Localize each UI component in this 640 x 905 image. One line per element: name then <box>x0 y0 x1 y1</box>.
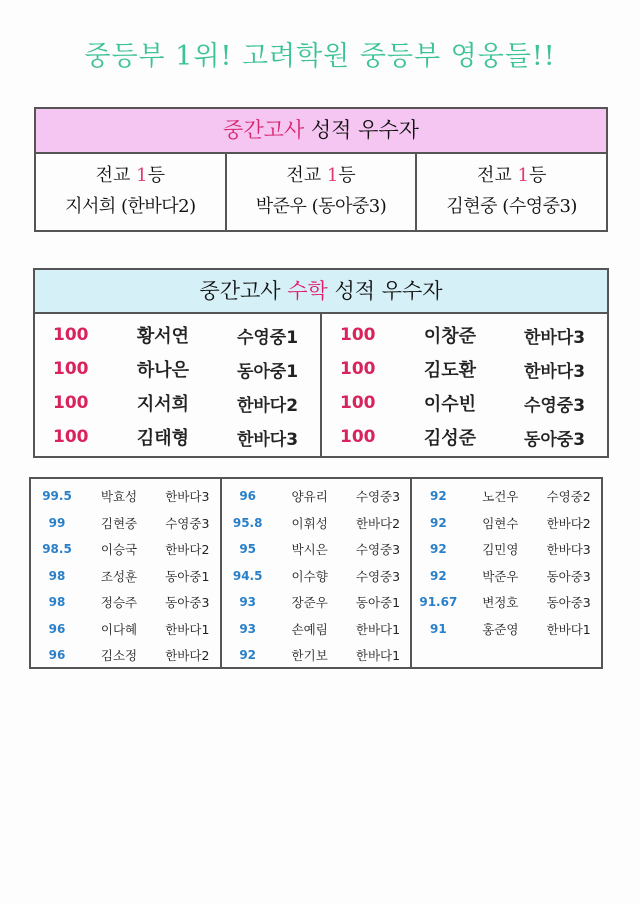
score: 98 <box>48 568 66 583</box>
student-name: 하나은 <box>136 360 190 381</box>
rank-suffix: 등 <box>338 165 356 186</box>
school: 한바다2 <box>165 648 210 664</box>
score: 92 <box>429 489 447 504</box>
student-name: 지서희 <box>136 394 190 415</box>
table-row <box>31 563 220 590</box>
score: 91.67 <box>419 595 458 610</box>
table-row <box>322 420 607 454</box>
student-name: 이승국 <box>100 542 138 558</box>
math-left-column <box>35 314 320 456</box>
mention-column-2 <box>220 479 411 667</box>
rank-suffix: 등 <box>147 165 165 186</box>
school: 한바다1 <box>546 621 591 637</box>
heading-highlight: 수학 <box>287 279 328 303</box>
student-name: 박준우 <box>482 568 519 584</box>
table-row <box>412 616 601 643</box>
heading-pre: 중간고사 <box>199 279 288 303</box>
school: 수영중3 <box>165 515 210 531</box>
student-name: 정승주 <box>100 595 138 611</box>
student-name: 박시은 <box>291 542 328 558</box>
school: 동아중1 <box>165 568 210 584</box>
student-name: 변정호 <box>482 595 519 611</box>
table-row <box>412 589 601 616</box>
score: 98.5 <box>42 542 72 557</box>
score: 96 <box>48 621 66 636</box>
score: 100 <box>340 325 376 345</box>
school: 한바다3 <box>546 542 591 558</box>
table-row <box>222 589 411 616</box>
student-name: 이다혜 <box>100 621 138 637</box>
school: 수영중3 <box>355 489 401 505</box>
midterm-top-students-table <box>34 107 608 232</box>
table-row <box>222 642 411 669</box>
school: 한바다3 <box>523 361 586 382</box>
math-right-column <box>320 314 607 456</box>
student-name: 조성훈 <box>100 568 138 584</box>
school: 동아중1 <box>355 595 401 611</box>
student-name: 박효성 <box>100 489 138 505</box>
student-name: 김태형 <box>136 428 190 449</box>
heading-highlight: 중간고사 <box>223 118 305 142</box>
student-name: 김도환 <box>423 360 477 381</box>
score: 100 <box>340 427 376 447</box>
school: 수영중2 <box>546 489 591 505</box>
honorable-mention-table <box>29 477 603 669</box>
school: 동아중3 <box>165 595 210 611</box>
table-row <box>222 616 411 643</box>
table-row <box>31 483 220 510</box>
school: 동아중1 <box>236 361 299 382</box>
rank-number: 1 <box>136 165 148 186</box>
student-name: 한기보 <box>291 648 328 664</box>
table-row <box>412 510 601 537</box>
student-name: 이휘성 <box>291 515 328 531</box>
student-name: 손예림 <box>291 621 328 637</box>
table-row <box>35 352 320 386</box>
heading-post: 성적 우수자 <box>327 279 443 303</box>
rank-label: 전교 <box>477 165 518 186</box>
table-row <box>222 483 411 510</box>
student-name: 이창준 <box>423 326 477 347</box>
student-name: 양유리 <box>291 489 328 505</box>
student-name: 황서연 <box>136 326 190 347</box>
table-row <box>322 352 607 386</box>
rank-number: 1 <box>326 165 339 186</box>
school: 한바다2 <box>546 515 591 531</box>
score: 95.8 <box>232 515 263 530</box>
mention-column-3 <box>410 479 601 667</box>
student-name: 김현중 (수영중3) <box>446 196 577 217</box>
score: 100 <box>53 325 89 345</box>
score: 98 <box>48 595 66 610</box>
score: 92 <box>429 568 447 583</box>
table-row <box>31 536 220 563</box>
student-name: 박준우 (동아중3) <box>255 196 387 217</box>
score: 100 <box>53 359 89 379</box>
top-student-cell <box>36 154 227 230</box>
rank-suffix: 등 <box>528 165 547 186</box>
school: 동아중3 <box>523 429 586 450</box>
student-name: 지서희 (한바다2) <box>65 196 196 217</box>
student-name: 이수빈 <box>423 394 477 415</box>
school: 수영중3 <box>523 395 586 416</box>
table-row <box>35 420 320 454</box>
mention-column-1 <box>31 479 220 667</box>
score: 95 <box>239 542 257 557</box>
score: 99 <box>48 515 66 530</box>
school: 한바다2 <box>165 542 210 558</box>
score: 94.5 <box>232 568 263 583</box>
table-row <box>322 318 607 352</box>
school: 수영중3 <box>355 542 401 558</box>
score: 99.5 <box>42 489 72 504</box>
score: 100 <box>53 393 89 413</box>
score: 91 <box>429 621 447 636</box>
school: 수영중3 <box>355 568 401 584</box>
score: 93 <box>239 621 257 636</box>
score: 100 <box>53 427 89 447</box>
page-title: 중등부 1위! 고려학원 중등부 영웅들!! <box>84 41 556 72</box>
score: 92 <box>239 648 257 663</box>
midterm-heading <box>36 109 606 154</box>
table-row <box>35 386 320 420</box>
school: 수영중1 <box>236 327 299 348</box>
table-row <box>412 483 601 510</box>
school: 한바다3 <box>236 429 299 450</box>
student-name: 김민영 <box>482 542 519 558</box>
heading-rest: 성적 우수자 <box>304 118 419 142</box>
math-heading <box>35 270 607 314</box>
school: 한바다3 <box>523 327 586 348</box>
school: 한바다1 <box>355 621 401 637</box>
table-row <box>35 318 320 352</box>
student-name: 노건우 <box>482 489 519 505</box>
school: 한바다1 <box>355 648 401 664</box>
score: 96 <box>48 648 66 663</box>
school: 한바다1 <box>165 621 210 637</box>
rank-number: 1 <box>517 165 529 186</box>
table-row <box>412 563 601 590</box>
table-row <box>31 616 220 643</box>
student-name: 이수향 <box>291 568 328 584</box>
table-row <box>412 536 601 563</box>
score: 93 <box>239 595 257 610</box>
student-name: 김성준 <box>423 428 477 449</box>
score: 100 <box>340 393 376 413</box>
table-row <box>322 386 607 420</box>
rank-label: 전교 <box>95 165 137 186</box>
school: 동아중3 <box>546 568 591 584</box>
table-row <box>222 510 411 537</box>
table-row <box>31 589 220 616</box>
math-top-students-table <box>33 268 609 458</box>
top-student-cell <box>227 154 418 230</box>
school: 한바다2 <box>355 515 401 531</box>
table-row <box>31 642 220 669</box>
school: 한바다2 <box>236 395 299 416</box>
student-name: 임현수 <box>482 515 519 531</box>
table-row <box>31 510 220 537</box>
score: 100 <box>340 359 376 379</box>
student-name: 장준우 <box>291 595 328 611</box>
student-name: 김현중 <box>100 515 138 531</box>
school: 한바다3 <box>165 489 210 505</box>
score: 92 <box>429 542 447 557</box>
top-student-cell <box>417 154 606 230</box>
student-name: 김소정 <box>100 648 138 664</box>
table-row <box>222 536 411 563</box>
table-row <box>222 563 411 590</box>
score: 96 <box>239 489 257 504</box>
score: 92 <box>429 515 447 530</box>
rank-label: 전교 <box>286 165 327 186</box>
student-name: 홍준영 <box>482 621 519 637</box>
school: 동아중3 <box>546 595 591 611</box>
